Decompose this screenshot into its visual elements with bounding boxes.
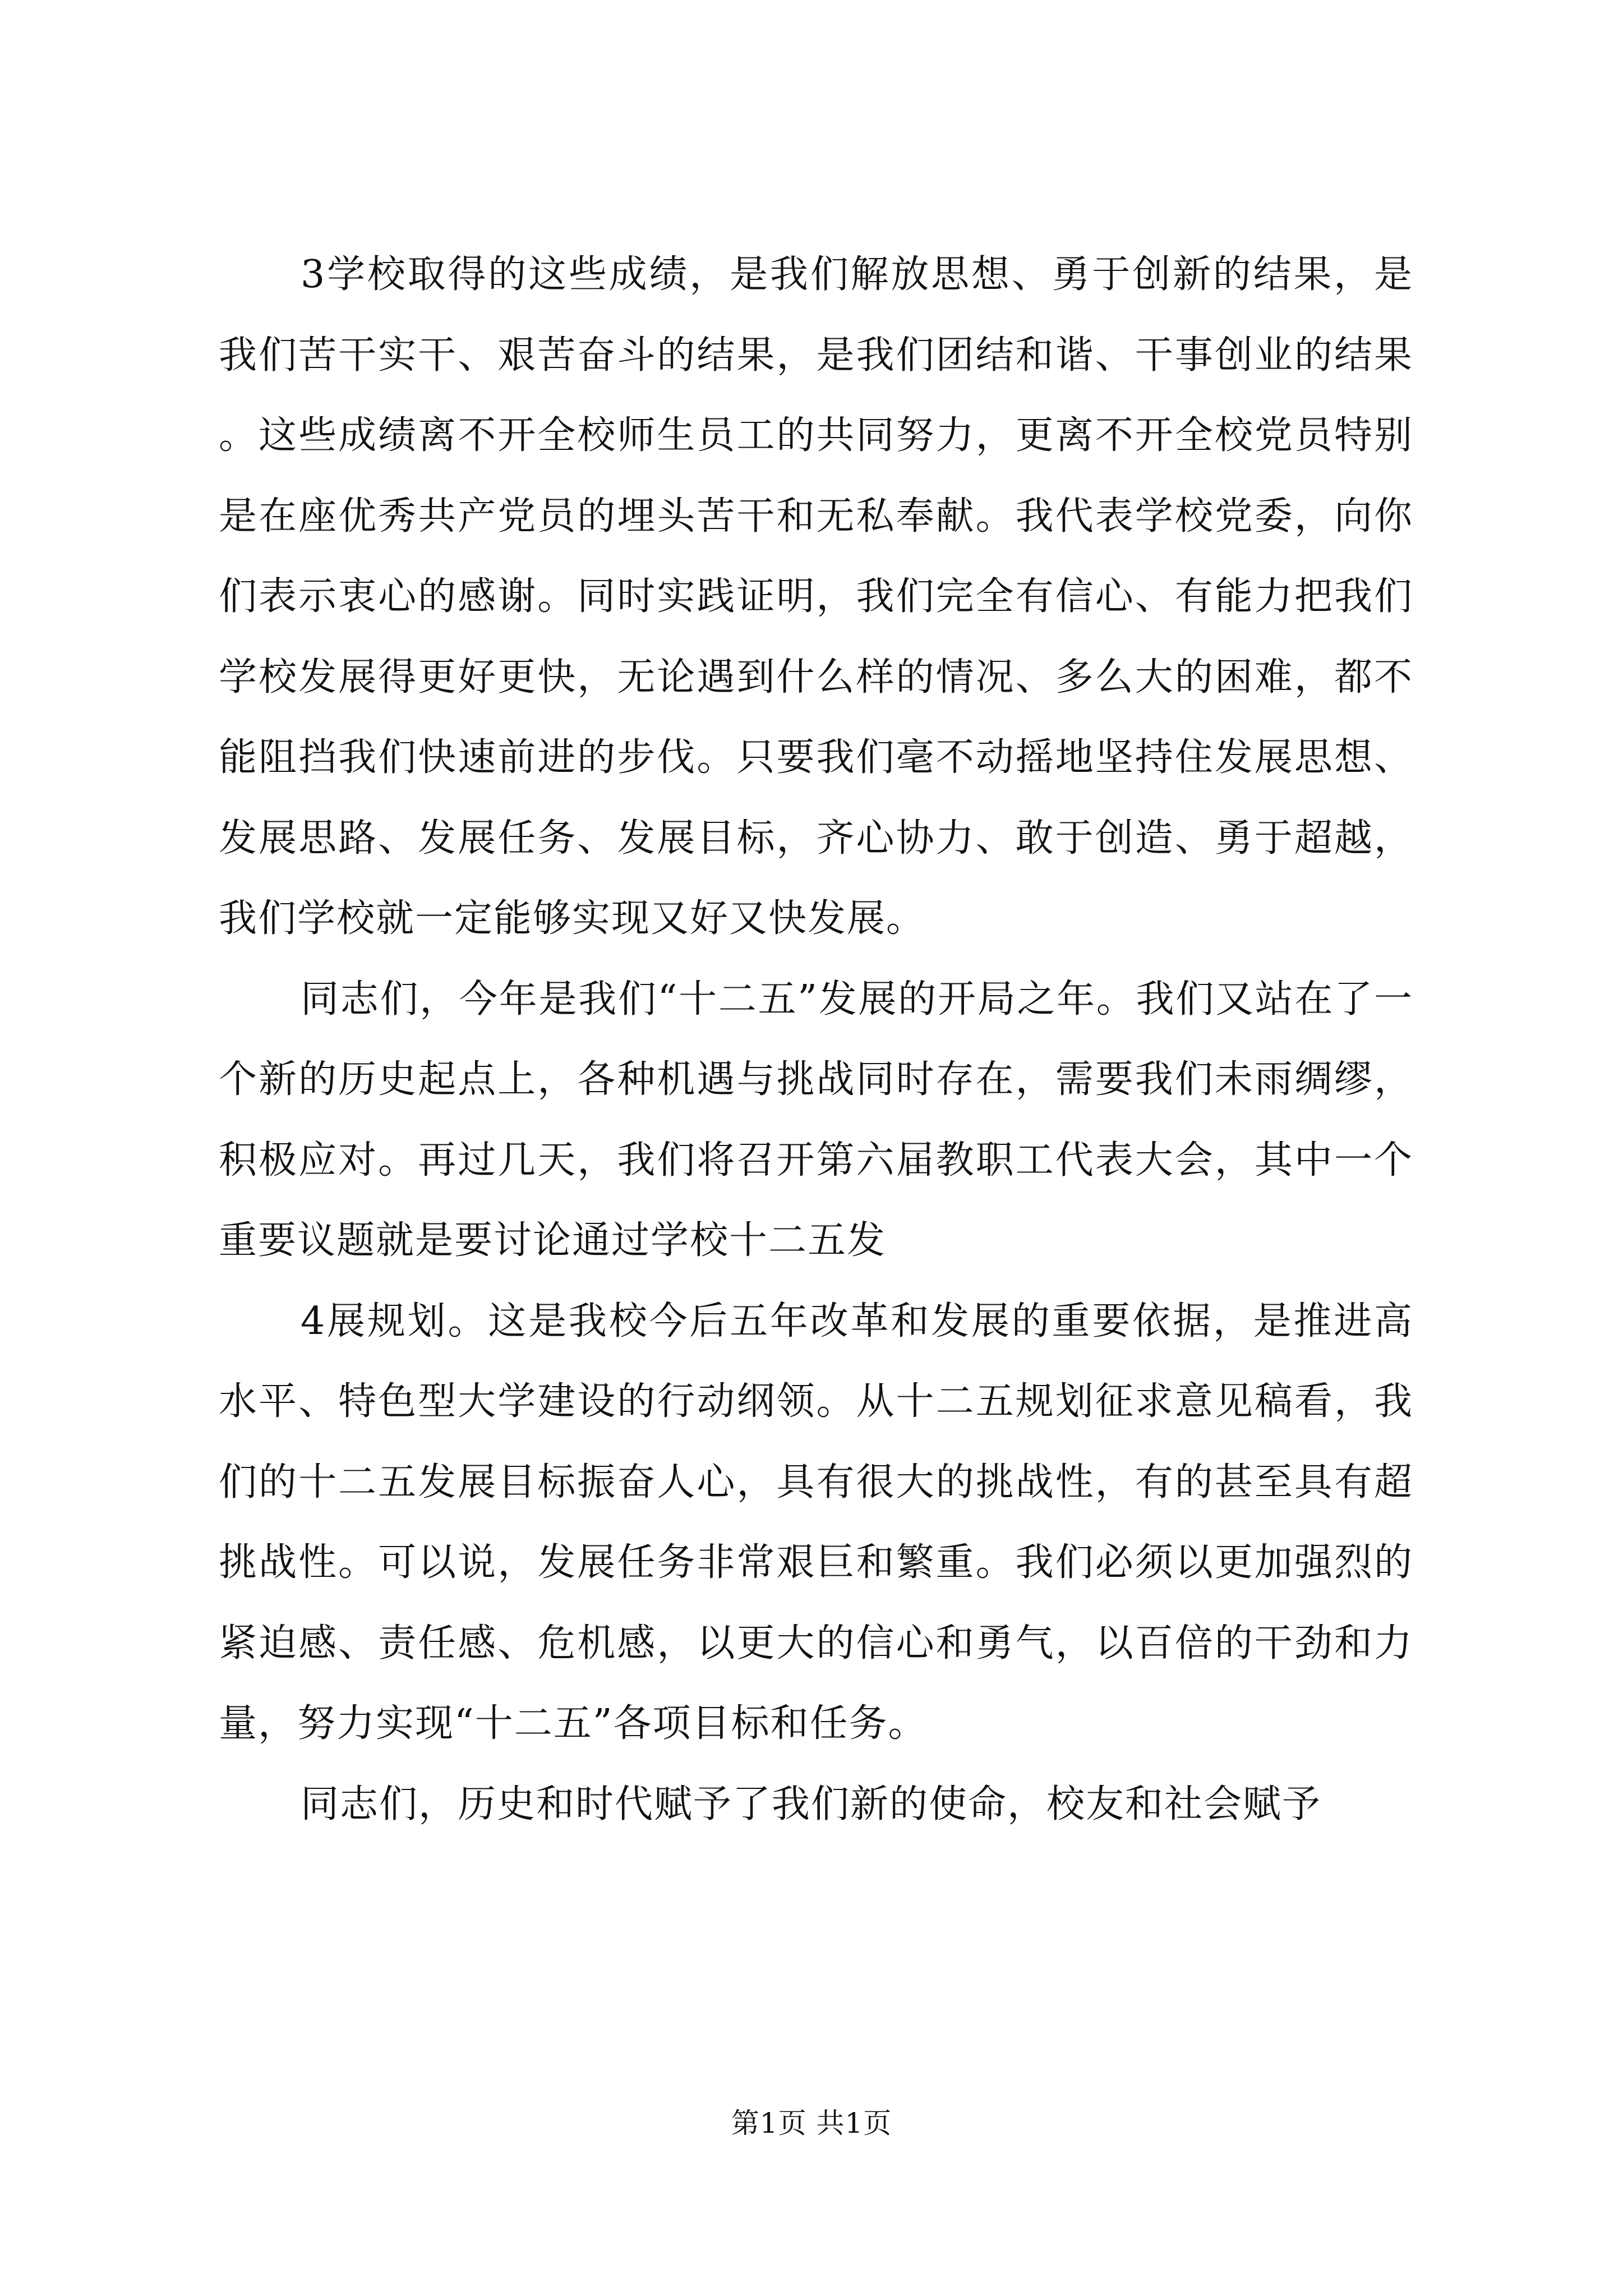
paragraph: 同志们，历史和时代赋予了我们新的使命，校友和社会赋予 [301,1782,1322,1826]
paragraph: 3学校取得的这些成绩，是我们解放思想、勇于创新的结果，是我们苦干实干、艰苦奋斗的结果，是我们团结和谐、干事创业的结果。这些成绩离不开全校师生员工的共同努力，更离不开全校党员特别是在座优秀共产党员的埋头苦干和无私奉献。我代表学校党委，向你们表示衷心的感谢。同时实践证明，我们完全有信心、有能力把我们学校发展得更好更快，无论遇到什么样的情况、多么大的困难，都不能阻挡我们快速前进的步伐。只要我们毫不动摇地坚持住发展思想、发展思路、发展任务、发展目标，齐心协力、敢于创造、勇于超越，我们学校就一定能够实现又好又快发展。 [219,252,1413,941]
page-number-footer: 第1页 共1页 [731,2107,892,2139]
paragraph: 4展规划。这是我校今后五年改革和发展的重要依据，是推进高水平、特色型大学建设的行动纲领。从十二五规划征求意见稿看，我们的十二五发展目标振奋人心，具有很大的挑战性，有的甚至具有超挑战性。可以说，发展任务非常艰巨和繁重。我们必须以更加强烈的紧迫感、责任感、危机感，以更大的信心和勇气，以百倍的干劲和力量，努力实现“十二五”各项目标和任务。 [219,1299,1413,1746]
document-body [219,234,1413,1844]
paragraph: 同志们，今年是我们“十二五”发展的开局之年。我们又站在了一个新的历史起点上，各种机遇与挑战同时存在，需要我们未雨绸缪，积极应对。再过几天，我们将召开第六届教职工代表大会，其中一个重要议题就是要讨论通过学校十二五发 [219,977,1413,1263]
